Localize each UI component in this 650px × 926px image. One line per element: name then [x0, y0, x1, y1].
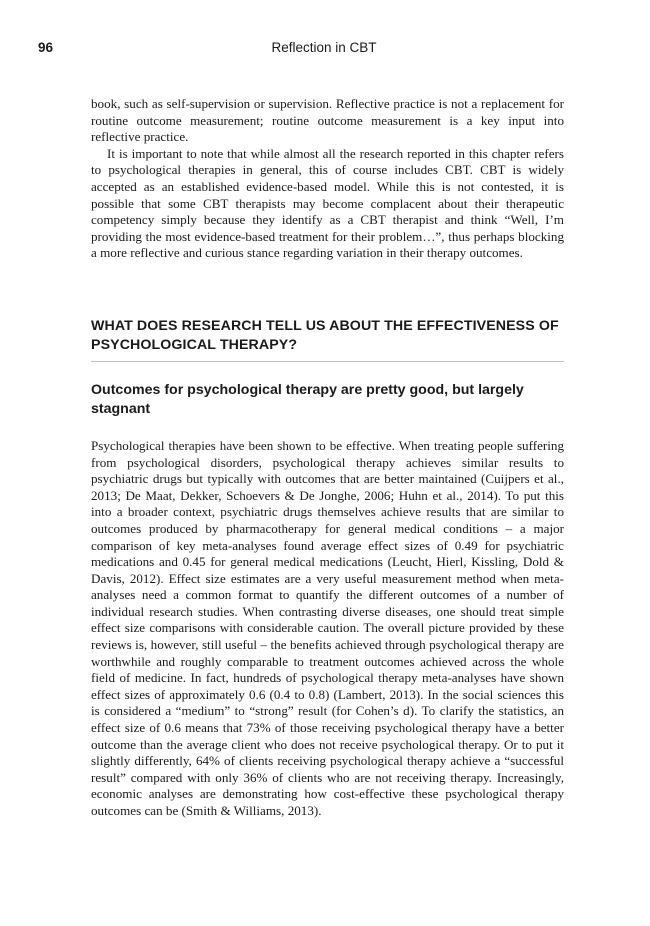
running-header — [38, 40, 610, 60]
intro-continuation-paragraph: book, such as self-supervision or supervision. Reflective practice is not a replacement for routine outcome measurement; routine outcome measurement is a key input into reflective practice. — [91, 96, 564, 145]
page-content — [91, 96, 564, 820]
subsection-heading: Outcomes for psychological therapy are pretty good, but largely stagnant — [91, 381, 524, 418]
page-number: 96 — [38, 40, 54, 55]
section-heading: WHAT DOES RESEARCH TELL US ABOUT THE EFFECTIVENESS OF PSYCHOLOGICAL THERAPY? — [91, 317, 564, 362]
intro-paragraph: It is important to note that while almost all the research reported in this chapter refers to psychological therapies in general, this of course includes CBT. CBT is widely accepted as an established evidence-based model. While this is not contested, it is possible that some CBT therapists may become complacent about their therapeutic competency simply because they identify as a CBT therapist and think “Well, I’m providing the most evidence-based treatment for their problem…”, thus perhaps blocking a more reflective and curious stance regarding variation in their therapy outcomes. — [91, 145, 564, 261]
body-paragraph: Psychological therapies have been shown to be effective. When treating people suffering from psychological disorders, psychological therapy achieves similar results to psychiatric drugs but typically with outcomes that are better maintained (Cuijpers et al., 2013; De Maat, Dekker, Schoevers & De Jonghe, 2006; Huhn et al., 2014). To put this into a broader context, psychiatric drugs themselves achieve results that are similar to outcomes produced by pharmacotherapy for general medical conditions – a major comparison of key meta-analyses found average effect sizes of 0.49 for psychiatric medications and 0.45 for general medical medications (Leucht, Hierl, Kissling, Dold & Davis, 2012). Effect size estimates are a very useful measurement method when meta-analyses need a common format to quantify the different outcomes of a number of individual research studies. When contrasting diverse diseases, one should treat simple effect size comparisons with considerable caution. The overall picture provided by these reviews is, however, still useful – the benefits achieved through psychological therapy are worthwhile and roughly comparable to treatment outcomes achieved across the whole field of medicine. In fact, hundreds of psychological therapy meta-analyses have shown effect sizes of approximately 0.6 (0.4 to 0.8) (Lambert, 2013). In the social sciences this is considered a “medium” to “strong” result (for Cohen’s d). To clarify the statistics, an effect size of 0.6 means that 73% of those receiving psychological therapy have a better outcome than the average client who does not receive psychological therapy. Or to put it slightly differently, 64% of clients receiving psychological therapy achieve a “successful result” compared with only 36% of clients who are not receiving therapy. Increasingly, economic analyses are demonstrating how cost-effective these psychological therapy outcomes can be (Smith & Williams, 2013). — [91, 437, 564, 818]
running-title: Reflection in CBT — [271, 40, 377, 55]
